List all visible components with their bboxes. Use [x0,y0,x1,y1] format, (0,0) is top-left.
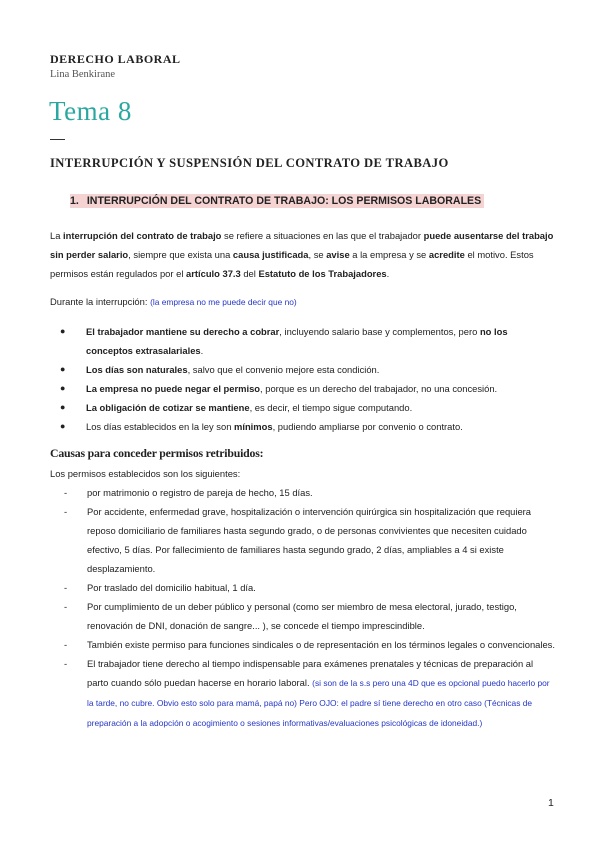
bullet-icon: ● [60,364,66,374]
page-number: 1 [548,797,554,809]
bold-run: no los conceptos extrasalariales [86,326,508,356]
bold-run: puede ausentarse del trabajo sin perder salario [50,230,554,260]
bullet-icon: ● [60,326,66,336]
list-item [50,597,555,635]
list-item [50,502,555,578]
bold-run: causa justificada [232,249,309,260]
section-heading [70,195,484,207]
dash-marker: - [64,487,68,498]
text-run: del [240,268,259,279]
document-header [50,52,181,80]
chapter-heading: INTERRUPCIÓN Y SUSPENSIÓN DEL CONTRATO DE TRABAJO [50,156,449,170]
handwritten-note: (si son de la s.s pero una 4D que es opcional puedo hacerlo por la tarde, no cubre. Obvio esto solo para mamá, papá no) Pero OJO: el padre sí tiene derecho en otro caso (Técnicas de preparación a la adopción o acogimiento o sesiones informativas/evaluaciones psicológicas de idoneidad.) [87,678,550,728]
topic-heading: Tema 8 [49,96,132,126]
text-run: . [386,268,390,279]
bold-run: acredite [428,249,465,260]
course-title: DERECHO LABORAL [50,52,181,66]
text-run: a la empresa y se [349,249,429,260]
bold-run: El trabajador mantiene su derecho a cobrar [86,326,280,337]
section-title: INTERRUPCIÓN DEL CONTRATO DE TRABAJO: LOS PERMISOS LABORALES [86,195,482,207]
dash-marker: - [64,506,68,517]
dash-marker: - [64,658,68,669]
section-number: 1. [70,195,79,207]
during-interruption-line [50,292,555,312]
permits-list [50,483,555,733]
list-item-text: Por cumplimiento de un deber público y personal (como ser miembro de mesa electoral, jurado, testigo, renovación de DNI, donación de sangre... ), se concede el tiempo imprescindible. [87,601,517,631]
list-item-text: También existe permiso para funciones sindicales o de representación en los términos legales o convencionales. [87,639,555,650]
list-item-text: El trabajador tiene derecho al tiempo indispensable para exámenes prenatales y técnicas de preparación al parto cuando sólo puedan hacerse en horario laboral. [87,658,534,688]
text-run: , siempre que exista una [128,249,233,260]
bold-run: Estatuto de los Trabajadores [258,268,387,279]
list-item-text: Por accidente, enfermedad grave, hospitalización o intervención quirúrgica sin hospitalización que requiera reposo domiciliario de familiares hasta segundo grado, o de personas convivientes que necesiten cuidado efectivo, 5 días. Por fallecimiento de familiares hasta segundo grado, 2 días, ampliables a 4 si existe desplazamiento. [87,506,532,574]
section-highlight [70,194,484,208]
list-item [50,654,555,733]
bullet-icon: ● [60,402,66,412]
bold-run: avise [326,249,350,260]
handwritten-note: (la empresa no me puede decir que no) [150,297,297,307]
text-run: , porque es un derecho del trabajador, no una concesión. [260,383,498,394]
bold-run: La empresa no puede negar el permiso [86,383,261,394]
bold-run: artículo 37.3 [186,268,241,279]
dash-marker: - [64,639,68,650]
text-run: el motivo. Estos permisos están regulados por el [50,249,534,279]
list-item [50,360,555,379]
text-run: , se [308,249,327,260]
bold-run: La obligación de cotizar se mantiene [86,402,250,413]
text-run: se refiere a situaciones en las que el trabajador [221,230,424,241]
list-item [50,635,555,654]
heading-divider [50,139,65,140]
text-run: , pudiendo ampliarse por convenio o contrato. [272,421,463,432]
causas-heading: Causas para conceder permisos retribuidos: [50,446,264,460]
bullet-icon: ● [60,421,66,431]
intro-paragraph [50,226,555,283]
dash-marker: - [64,582,68,593]
list-item [50,578,555,597]
list-item [50,379,555,398]
list-item-text: por matrimonio o registro de pareja de hecho, 15 días. [87,487,313,498]
dash-marker: - [64,601,68,612]
list-item [50,322,555,360]
bold-run: Los días son naturales [86,364,188,375]
list-item [50,417,555,436]
text-run: , incluyendo salario base y complementos, pero [279,326,480,337]
text-run: , es decir, el tiempo sigue computando. [249,402,413,413]
text-run: Durante la interrupción: [50,296,151,307]
text-run: La [50,230,64,241]
list-item [50,483,555,502]
causas-intro: Los permisos establecidos son los siguientes: [50,468,241,479]
author-name: Lina Benkirane [50,69,116,80]
text-run: , salvo que el convenio mejore esta condición. [187,364,380,375]
bold-run: mínimos [234,421,273,432]
effects-list [50,322,555,436]
list-item [50,398,555,417]
text-run: Los días establecidos en la ley son [86,421,235,432]
bold-run: interrupción del contrato de trabajo [63,230,222,241]
bullet-icon: ● [60,383,66,393]
text-run: . [200,345,204,356]
list-item-text: Por traslado del domicilio habitual, 1 día. [87,582,256,593]
